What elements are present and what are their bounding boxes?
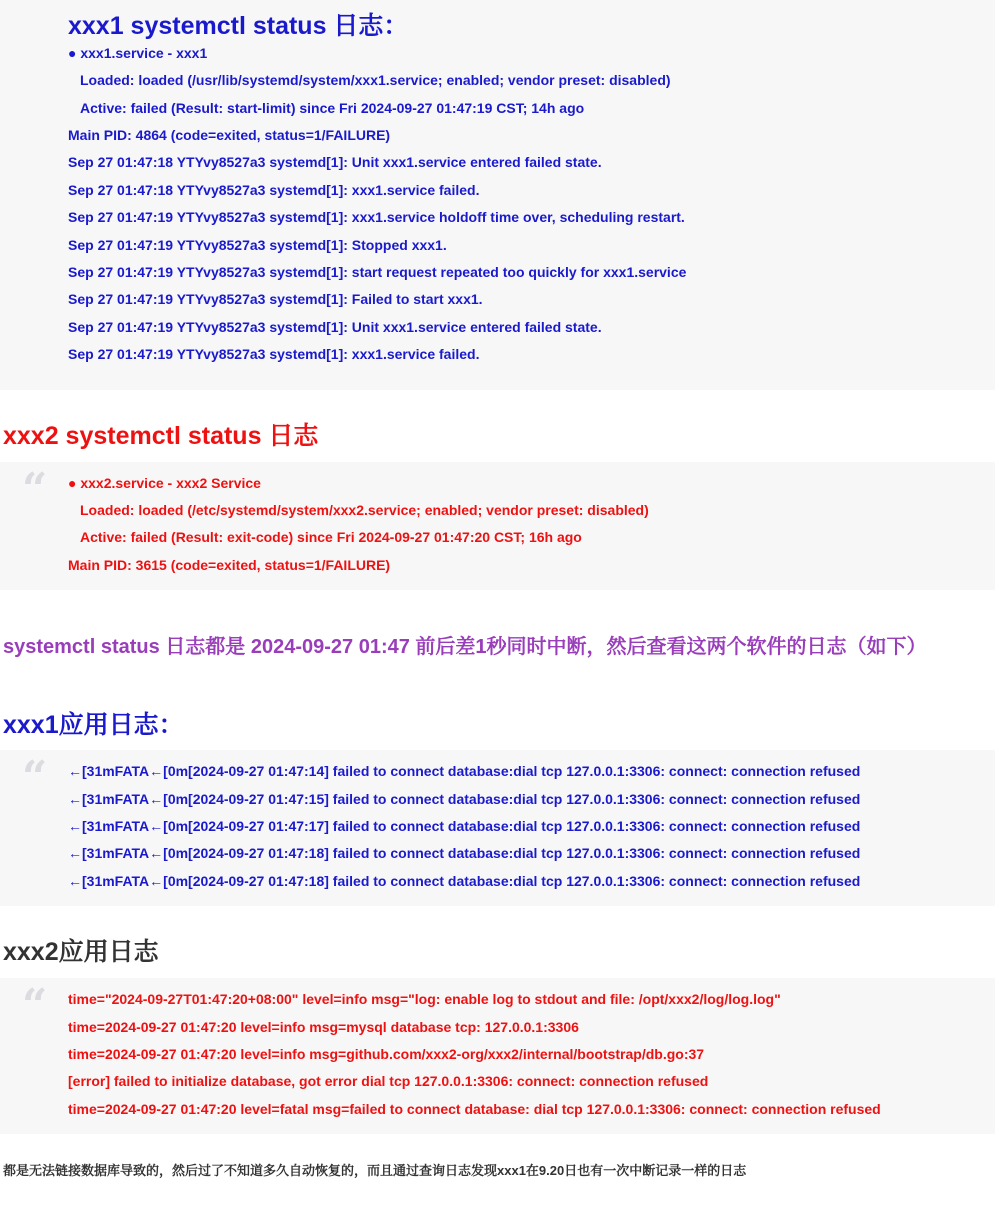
xxx1-app-log-line: ←[31mFATA←[0m[2024-09-27 01:47:18] failed to connect database:dial tcp 127.0.0.1:3306: connect: connection refused [68,845,861,861]
xxx1-status-line: Sep 27 01:47:19 YTYvy8527a3 systemd[1]: xxx1.service failed. [68,346,480,362]
xxx1-app-log-heading: xxx1应用日志： [3,711,184,739]
quote-icon: “ [22,464,48,515]
xxx1-status-line: Sep 27 01:47:19 YTYvy8527a3 systemd[1]: Failed to start xxx1. [68,291,483,307]
xxx1-app-log-line: ←[31mFATA←[0m[2024-09-27 01:47:15] failed to connect database:dial tcp 127.0.0.1:3306: connect: connection refused [68,791,861,807]
xxx2-app-log-line: time=2024-09-27 01:47:20 level=fatal msg=failed to connect database: dial tcp 127.0.0.1:3306: connect: connection refused [68,1101,881,1117]
xxx2-status-line: Main PID: 3615 (code=exited, status=1/FAILURE) [68,557,391,573]
xxx1-status-heading: xxx1 systemctl status 日志： [68,12,409,40]
xxx2-status-line: Loaded: loaded (/etc/systemd/system/xxx2.service; enabled; vendor preset: disabled) [80,502,649,518]
xxx1-status-line: Sep 27 01:47:19 YTYvy8527a3 systemd[1]: Stopped xxx1. [68,237,447,253]
xxx2-status-line: Active: failed (Result: exit-code) since Fri 2024-09-27 01:47:20 CST; 16h ago [80,529,582,545]
xxx2-app-log-line: time=2024-09-27 01:47:20 level=info msg=mysql database tcp: 127.0.0.1:3306 [68,1019,579,1035]
summary-text: systemctl status 日志都是 2024-09-27 01:47 前后差1秒同时中断，然后查看这两个软件的日志（如下） [3,636,927,658]
xxx1-status-line: Sep 27 01:47:18 YTYvy8527a3 systemd[1]: Unit xxx1.service entered failed state. [68,154,602,170]
xxx2-app-log-line: time=2024-09-27 01:47:20 level=info msg=github.com/xxx2-org/xxx2/internal/bootstrap/db.go:37 [68,1046,705,1062]
xxx1-app-log-line: ←[31mFATA←[0m[2024-09-27 01:47:14] failed to connect database:dial tcp 127.0.0.1:3306: connect: connection refused [68,763,861,779]
quote-icon: “ [22,980,48,1031]
xxx1-status-line: Sep 27 01:47:19 YTYvy8527a3 systemd[1]: start request repeated too quickly for xxx1.service [68,264,687,280]
xxx1-status-line: Main PID: 4864 (code=exited, status=1/FAILURE) [68,127,391,143]
xxx2-app-log-heading: xxx2应用日志 [3,938,159,966]
xxx1-app-log-line: ←[31mFATA←[0m[2024-09-27 01:47:17] failed to connect database:dial tcp 127.0.0.1:3306: connect: connection refused [68,818,861,834]
xxx1-status-line: Sep 27 01:47:19 YTYvy8527a3 systemd[1]: Unit xxx1.service entered failed state. [68,319,602,335]
xxx1-status-line: Sep 27 01:47:19 YTYvy8527a3 systemd[1]: xxx1.service holdoff time over, scheduling restart. [68,209,685,225]
xxx2-status-heading: xxx2 systemctl status 日志 [3,422,319,450]
xxx1-status-line: Loaded: loaded (/usr/lib/systemd/system/xxx1.service; enabled; vendor preset: disabled) [80,72,671,88]
xxx1-status-line: Sep 27 01:47:18 YTYvy8527a3 systemd[1]: xxx1.service failed. [68,182,480,198]
xxx1-status-line: ● xxx1.service - xxx1 [68,45,208,61]
xxx2-app-log-line: time="2024-09-27T01:47:20+08:00" level=info msg="log: enable log to stdout and file: /opt/xxx2/log/log.log" [68,991,781,1007]
xxx1-status-line: Active: failed (Result: start-limit) since Fri 2024-09-27 01:47:19 CST; 14h ago [80,100,585,116]
xxx1-app-log-line: ←[31mFATA←[0m[2024-09-27 01:47:18] failed to connect database:dial tcp 127.0.0.1:3306: connect: connection refused [68,873,861,889]
quote-icon: “ [22,752,48,803]
xxx2-status-line: ● xxx2.service - xxx2 Service [68,475,261,491]
conclusion-text: 都是无法链接数据库导致的，然后过了不知道多久自动恢复的，而且通过查询日志发现xxx1在9.20日也有一次中断记录一样的日志 [3,1163,747,1178]
xxx2-app-log-line: [error] failed to initialize database, got error dial tcp 127.0.0.1:3306: connect: connection refused [68,1073,709,1089]
